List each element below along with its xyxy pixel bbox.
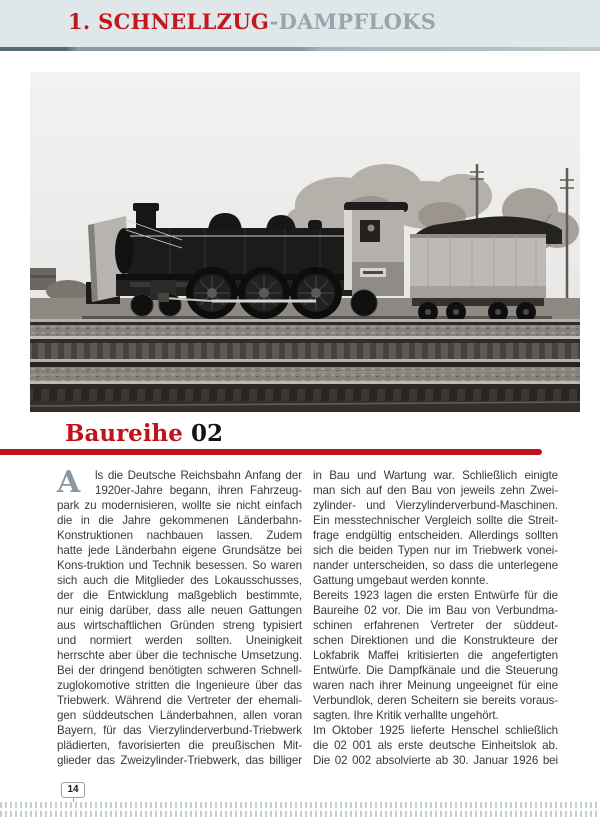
foreground-tracks — [30, 319, 580, 412]
section-heading-number: 02 — [190, 420, 223, 447]
section-heading — [65, 420, 223, 447]
page-number-badge: 14 — [61, 782, 85, 798]
article-body — [57, 465, 558, 768]
text-column-left — [57, 465, 302, 768]
header-divider-rule — [0, 47, 600, 51]
chapter-title-suffix: -DAMPFLOKS — [269, 9, 437, 34]
dropcap-letter: A — [57, 465, 81, 500]
section-underline-rule — [0, 449, 542, 455]
chapter-header-band — [0, 0, 600, 47]
paragraph-4: Im Oktober 1925 lieferte Henschel schließlich die 02 001 als erste deutsche Einheitslok ab. Die 02 002 absolvierte ab 30. Januar 1926 bei — [313, 724, 558, 767]
chapter-title — [68, 9, 436, 34]
section-heading-name: Baureihe — [65, 420, 183, 447]
paragraph-1: ls die Deutsche Reichsbahn Anfang der 1920er-Jahre begann, ihren Fahrzeug- park zu modernisieren, wollte sie nicht einfach die in die Jahre gekommenen Länderbahn- Konstruktionen nachbauen lassen. Zudem hatte jede Länderbahn eigene Grundsätze bei Kons-truktion und Technik besessen. So waren sich auch die Mitglieder des Lokausschusses, der die Entwicklung maßgeblich bestimmte, nur einig darüber, dass alle neuen Gattungen aus wirtschaftlichen Gründen streng typisiert und normiert werden sollten. Uneinigkeit herrschte aber über die technische Umsetzung. Bei der dringend benötigten schweren Schnell- zuglokomotive stritten die Ingenieure über das Triebwerk. Während die Vertreter der ehemali- gen süddeutschen Länderbahnen, allen voran Bayern, für das Vierzylinderverbund-Triebwerk plädierten, favorisierten die preußischen Mit- glieder das Zweizylinder-Triebwerk, das billiger — [57, 469, 302, 767]
paragraph-2: in Bau und Wartung war. Schließlich einigte man sich auf den Bau von jeweils zehn Zwei- zylinder- und Vierzylinderverbund-Maschinen. Ein messtechnischer Vergleich sollte die Streit- frage endgültig entscheiden. Allerdings sollten sich die beiden Typen nur im Triebwerk vonei- nander unterscheiden, so dass die unterlegene Gattung umgebaut werden konnte. — [313, 469, 558, 587]
locomotive-photo-graphic — [30, 72, 580, 412]
cab — [344, 202, 408, 296]
locomotive-photo — [30, 72, 580, 412]
paragraph-3: Bereits 1923 lagen die ersten Entwürfe für die Baureihe 02 vor. Die im Bau von Verbundma- schinen erfahrenen Vertreter der süddeut- schen Direktionen und die Konstrukteure der Lokfabrik Maffei kritisierten die angefertigten Entwürfe. Die Dampfkänale und die Steuerung waren nach ihrer Meinung ungeeignet für eine Verbundlok, deren Scheitern sie bereits voraus- sagten. Ihre Kritik verhallte ungehört. — [313, 589, 558, 722]
chapter-title-number: 1. SCHNELLZUG — [68, 9, 270, 34]
text-column-right — [313, 468, 558, 768]
track-ties-strip — [0, 802, 600, 817]
